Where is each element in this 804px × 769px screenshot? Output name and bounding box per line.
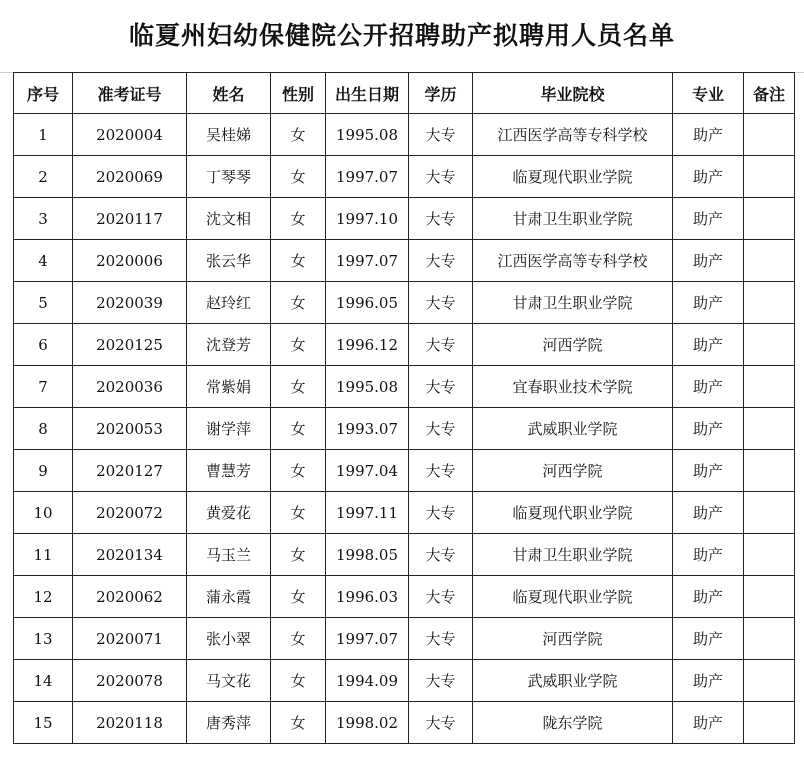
cell-name: 谢学萍 (187, 408, 271, 450)
cell-birth-date: 1997.11 (326, 492, 409, 534)
cell-gender: 女 (271, 702, 326, 744)
page-title: 临夏州妇幼保健院公开招聘助产拟聘用人员名单 (0, 0, 804, 73)
cell-remarks (744, 660, 795, 702)
header-school: 毕业院校 (473, 73, 673, 114)
cell-index: 15 (14, 702, 73, 744)
cell-birth-date: 1997.07 (326, 618, 409, 660)
cell-education: 大专 (409, 618, 473, 660)
cell-education: 大专 (409, 366, 473, 408)
header-name: 姓名 (187, 73, 271, 114)
table-row (14, 282, 795, 324)
header-remarks: 备注 (744, 73, 795, 114)
cell-birth-date: 1997.07 (326, 240, 409, 282)
cell-birth-date: 1994.09 (326, 660, 409, 702)
header-birth-date: 出生日期 (326, 73, 409, 114)
cell-index: 7 (14, 366, 73, 408)
hiring-roster-table (13, 72, 795, 744)
cell-exam-id: 2020071 (73, 618, 187, 660)
cell-gender: 女 (271, 240, 326, 282)
cell-index: 10 (14, 492, 73, 534)
cell-remarks (744, 366, 795, 408)
cell-index: 13 (14, 618, 73, 660)
cell-education: 大专 (409, 324, 473, 366)
cell-birth-date: 1995.08 (326, 114, 409, 156)
cell-education: 大专 (409, 450, 473, 492)
table-row (14, 618, 795, 660)
cell-name: 丁琴琴 (187, 156, 271, 198)
cell-index: 5 (14, 282, 73, 324)
cell-name: 黄爱花 (187, 492, 271, 534)
cell-birth-date: 1993.07 (326, 408, 409, 450)
cell-birth-date: 1996.12 (326, 324, 409, 366)
cell-gender: 女 (271, 660, 326, 702)
cell-gender: 女 (271, 324, 326, 366)
cell-major: 助产 (673, 492, 744, 534)
cell-remarks (744, 114, 795, 156)
cell-education: 大专 (409, 240, 473, 282)
cell-exam-id: 2020039 (73, 282, 187, 324)
header-row (14, 73, 795, 114)
cell-school: 陇东学院 (473, 702, 673, 744)
table-row (14, 576, 795, 618)
cell-index: 14 (14, 660, 73, 702)
cell-name: 吴桂娣 (187, 114, 271, 156)
cell-name: 沈登芳 (187, 324, 271, 366)
cell-birth-date: 1995.08 (326, 366, 409, 408)
cell-exam-id: 2020134 (73, 534, 187, 576)
table-row (14, 534, 795, 576)
cell-name: 张小翠 (187, 618, 271, 660)
header-major: 专业 (673, 73, 744, 114)
cell-major: 助产 (673, 324, 744, 366)
cell-school: 武威职业学院 (473, 408, 673, 450)
cell-name: 曹慧芳 (187, 450, 271, 492)
cell-gender: 女 (271, 156, 326, 198)
cell-exam-id: 2020004 (73, 114, 187, 156)
cell-exam-id: 2020117 (73, 198, 187, 240)
cell-remarks (744, 324, 795, 366)
table-row (14, 366, 795, 408)
cell-remarks (744, 408, 795, 450)
cell-major: 助产 (673, 702, 744, 744)
table-row (14, 324, 795, 366)
cell-gender: 女 (271, 492, 326, 534)
table-row (14, 660, 795, 702)
cell-education: 大专 (409, 660, 473, 702)
cell-remarks (744, 618, 795, 660)
cell-index: 11 (14, 534, 73, 576)
cell-index: 3 (14, 198, 73, 240)
cell-exam-id: 2020036 (73, 366, 187, 408)
cell-name: 沈文相 (187, 198, 271, 240)
cell-birth-date: 1997.10 (326, 198, 409, 240)
cell-education: 大专 (409, 198, 473, 240)
cell-name: 马玉兰 (187, 534, 271, 576)
cell-exam-id: 2020072 (73, 492, 187, 534)
cell-exam-id: 2020118 (73, 702, 187, 744)
cell-name: 马文花 (187, 660, 271, 702)
cell-remarks (744, 240, 795, 282)
table-row (14, 156, 795, 198)
cell-school: 甘肃卫生职业学院 (473, 282, 673, 324)
cell-index: 12 (14, 576, 73, 618)
cell-exam-id: 2020006 (73, 240, 187, 282)
table-row (14, 450, 795, 492)
cell-gender: 女 (271, 576, 326, 618)
cell-gender: 女 (271, 408, 326, 450)
table-row (14, 408, 795, 450)
cell-major: 助产 (673, 282, 744, 324)
cell-school: 临夏现代职业学院 (473, 492, 673, 534)
cell-remarks (744, 198, 795, 240)
table-row (14, 114, 795, 156)
cell-name: 赵玲红 (187, 282, 271, 324)
cell-school: 临夏现代职业学院 (473, 576, 673, 618)
cell-education: 大专 (409, 492, 473, 534)
table-row (14, 240, 795, 282)
cell-gender: 女 (271, 618, 326, 660)
cell-school: 宜春职业技术学院 (473, 366, 673, 408)
cell-school: 江西医学高等专科学校 (473, 114, 673, 156)
cell-birth-date: 1998.02 (326, 702, 409, 744)
cell-school: 河西学院 (473, 324, 673, 366)
cell-remarks (744, 702, 795, 744)
cell-birth-date: 1996.05 (326, 282, 409, 324)
cell-remarks (744, 534, 795, 576)
cell-remarks (744, 282, 795, 324)
cell-gender: 女 (271, 282, 326, 324)
cell-gender: 女 (271, 534, 326, 576)
cell-gender: 女 (271, 366, 326, 408)
cell-remarks (744, 492, 795, 534)
cell-index: 8 (14, 408, 73, 450)
cell-exam-id: 2020069 (73, 156, 187, 198)
header-index: 序号 (14, 73, 73, 114)
cell-major: 助产 (673, 534, 744, 576)
table-body (14, 114, 795, 744)
cell-gender: 女 (271, 198, 326, 240)
header-gender: 性别 (271, 73, 326, 114)
cell-exam-id: 2020127 (73, 450, 187, 492)
cell-major: 助产 (673, 408, 744, 450)
cell-major: 助产 (673, 240, 744, 282)
cell-birth-date: 1997.07 (326, 156, 409, 198)
cell-education: 大专 (409, 282, 473, 324)
cell-exam-id: 2020125 (73, 324, 187, 366)
cell-school: 河西学院 (473, 618, 673, 660)
header-education: 学历 (409, 73, 473, 114)
cell-exam-id: 2020053 (73, 408, 187, 450)
cell-name: 唐秀萍 (187, 702, 271, 744)
cell-name: 张云华 (187, 240, 271, 282)
cell-school: 甘肃卫生职业学院 (473, 198, 673, 240)
table-row (14, 702, 795, 744)
cell-birth-date: 1996.03 (326, 576, 409, 618)
cell-major: 助产 (673, 198, 744, 240)
cell-exam-id: 2020062 (73, 576, 187, 618)
cell-education: 大专 (409, 114, 473, 156)
header-exam-id: 准考证号 (73, 73, 187, 114)
cell-name: 常紫娟 (187, 366, 271, 408)
table-header (14, 73, 795, 114)
cell-exam-id: 2020078 (73, 660, 187, 702)
cell-birth-date: 1998.05 (326, 534, 409, 576)
cell-school: 武威职业学院 (473, 660, 673, 702)
cell-birth-date: 1997.04 (326, 450, 409, 492)
cell-school: 江西医学高等专科学校 (473, 240, 673, 282)
cell-major: 助产 (673, 114, 744, 156)
cell-school: 甘肃卫生职业学院 (473, 534, 673, 576)
table-row (14, 492, 795, 534)
table-row (14, 198, 795, 240)
cell-school: 河西学院 (473, 450, 673, 492)
cell-index: 2 (14, 156, 73, 198)
cell-education: 大专 (409, 156, 473, 198)
cell-education: 大专 (409, 702, 473, 744)
cell-major: 助产 (673, 660, 744, 702)
cell-education: 大专 (409, 534, 473, 576)
cell-remarks (744, 156, 795, 198)
cell-education: 大专 (409, 408, 473, 450)
cell-major: 助产 (673, 366, 744, 408)
cell-education: 大专 (409, 576, 473, 618)
cell-major: 助产 (673, 450, 744, 492)
cell-major: 助产 (673, 156, 744, 198)
cell-gender: 女 (271, 450, 326, 492)
cell-remarks (744, 576, 795, 618)
cell-major: 助产 (673, 576, 744, 618)
cell-name: 蒲永霞 (187, 576, 271, 618)
cell-index: 6 (14, 324, 73, 366)
cell-remarks (744, 450, 795, 492)
cell-index: 9 (14, 450, 73, 492)
cell-index: 1 (14, 114, 73, 156)
cell-major: 助产 (673, 618, 744, 660)
cell-school: 临夏现代职业学院 (473, 156, 673, 198)
cell-index: 4 (14, 240, 73, 282)
cell-gender: 女 (271, 114, 326, 156)
